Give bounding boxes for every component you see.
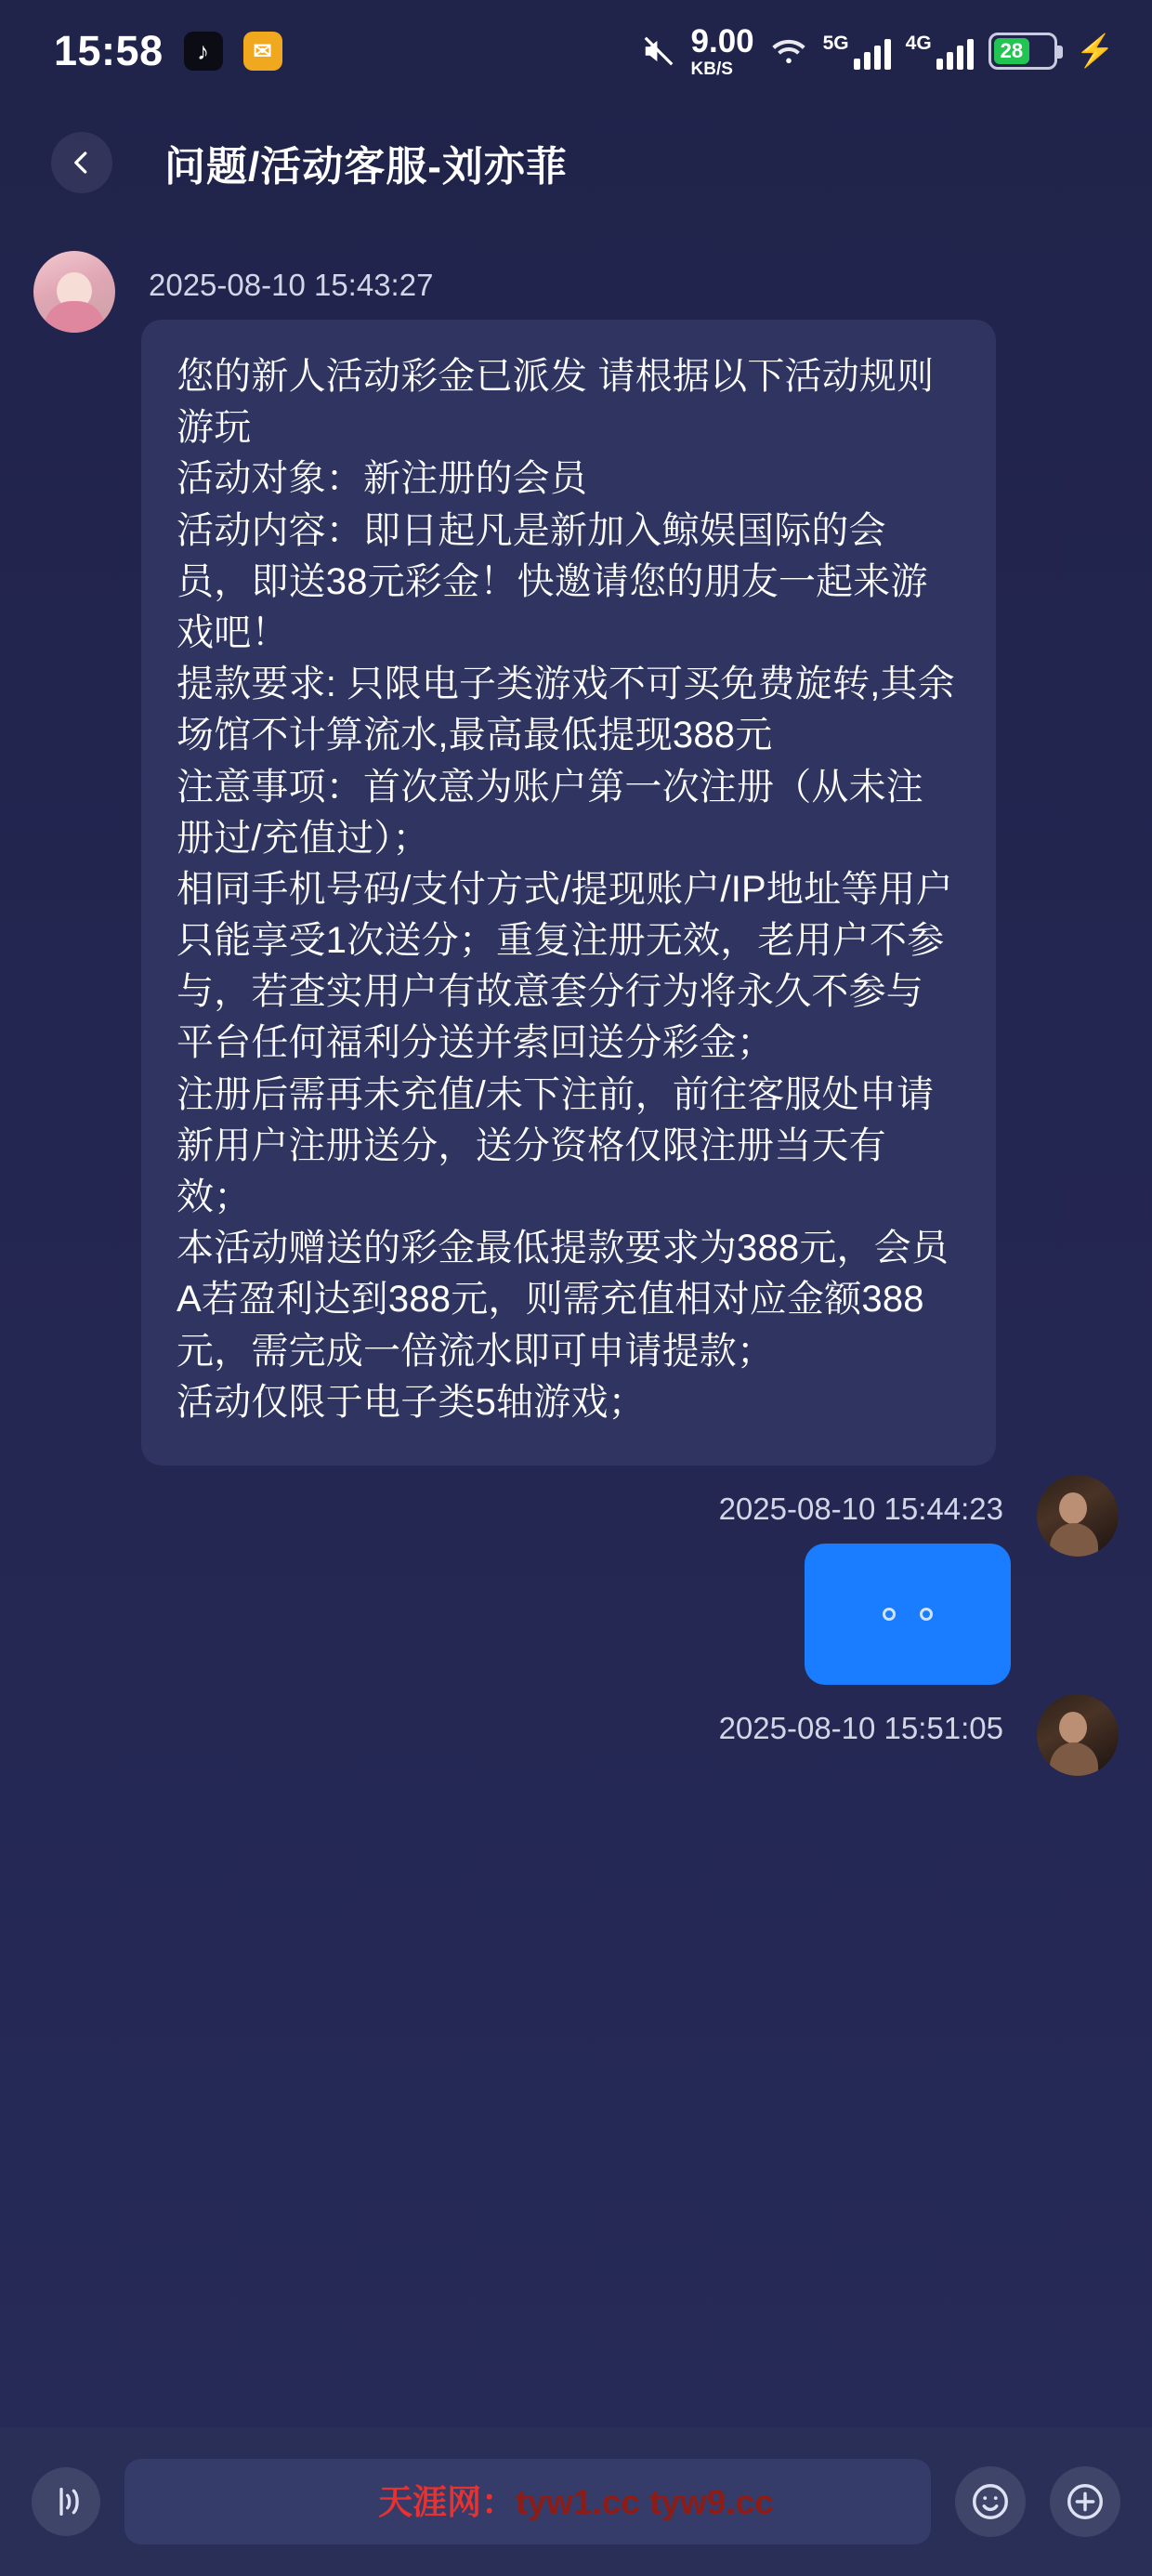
signal-4g-bars [936,36,974,70]
signal-5g-bars [854,36,891,70]
status-bar [0,0,1152,102]
chat-message-user [33,1694,1119,1776]
user-avatar[interactable] [1037,1475,1119,1557]
agent-message-bubble [141,320,996,1465]
message-line: 本活动赠送的彩金最低提款要求为388元，会员A若盈利达到388元，则需充值相对应金额388元，需完成一倍流水即可申请提款； [177,1228,949,1372]
signal-4g [906,33,974,70]
chat-list[interactable] [0,223,1152,2427]
agent-message-column [141,251,996,1465]
plus-icon[interactable] [1050,2466,1120,2537]
mail-icon-glyph: ✉ [253,38,272,64]
chat-message-agent [33,251,1119,1465]
charging-bolt-icon: ⚡ [1075,33,1115,69]
chat-message-user [33,1475,1119,1685]
tiktok-icon-glyph: ♪ [197,36,210,65]
header [0,102,1152,223]
back-button[interactable] [51,132,112,193]
mute-icon [641,33,676,69]
status-bar-right [641,22,1116,79]
message-timestamp: 2025-08-10 15:44:23 [718,1491,1003,1526]
signal-5g-label: 5G [822,33,849,54]
user-message-column [719,1694,1011,1776]
page-title: 问题/活动客服-刘亦菲 [164,144,568,190]
message-line: 活动仅限于电子类5轴游戏； [177,1381,646,1423]
status-bar-left [54,27,282,75]
message-timestamp: 2025-08-10 15:43:27 [149,268,434,302]
message-input[interactable] [124,2459,931,2544]
image-placeholder-dot [883,1608,896,1621]
tiktok-icon [184,32,223,71]
wifi-icon [769,32,808,71]
voice-icon[interactable] [32,2467,100,2536]
message-line: 相同手机号码/支付方式/提现账户/IP地址等用户只能享受1次送分；重复注册无效，老用户不参与，若查实用户有故意套分行为将永久不参与平台任何福利分送并索回送分彩金； [177,868,953,1064]
watermark-label: 天涯网： [378,2483,517,2521]
battery-level: 28 [994,38,1029,64]
message-line: 您的新人活动彩金已派发 请根据以下活动规则游玩 [177,356,935,449]
message-input-bar [0,2427,1152,2576]
signal-5g [823,33,891,70]
network-speed-value: 9.00 [690,22,754,59]
agent-avatar[interactable] [33,251,115,333]
message-line: 活动对象：新注册的会员 [177,458,588,500]
network-speed [690,22,754,79]
battery-indicator [988,33,1057,70]
status-clock: 15:58 [54,27,164,74]
signal-4g-label: 4G [905,33,932,54]
network-speed-unit: KB/S [690,59,733,79]
message-line: 注册后需再未充值/未下注前，前往客服处申请新用户注册送分，送分资格仅限注册当天有效； [177,1073,935,1217]
watermark-url: tyw1.cc tyw9.cc [516,2483,774,2521]
chevron-left-icon [68,149,96,177]
message-line: 注意事项：首次意为账户第一次注册（从未注册过/充值过）； [177,766,923,859]
user-image-bubble[interactable] [805,1544,1011,1685]
message-line: 提款要求: 只限电子类游戏不可买免费旋转,其余场馆不计算流水,最高最低提现388元 [177,664,955,756]
message-line: 活动内容：即日起凡是新加入鲸娱国际的会员，即送38元彩金！快邀请您的朋友一起来游戏吧！ [177,509,928,653]
user-avatar[interactable] [1037,1694,1119,1776]
message-timestamp: 2025-08-10 15:51:05 [718,1710,1003,1745]
image-placeholder-dot [920,1608,933,1621]
emoji-icon[interactable] [955,2466,1026,2537]
user-message-column [719,1475,1011,1685]
mail-icon [243,32,282,71]
